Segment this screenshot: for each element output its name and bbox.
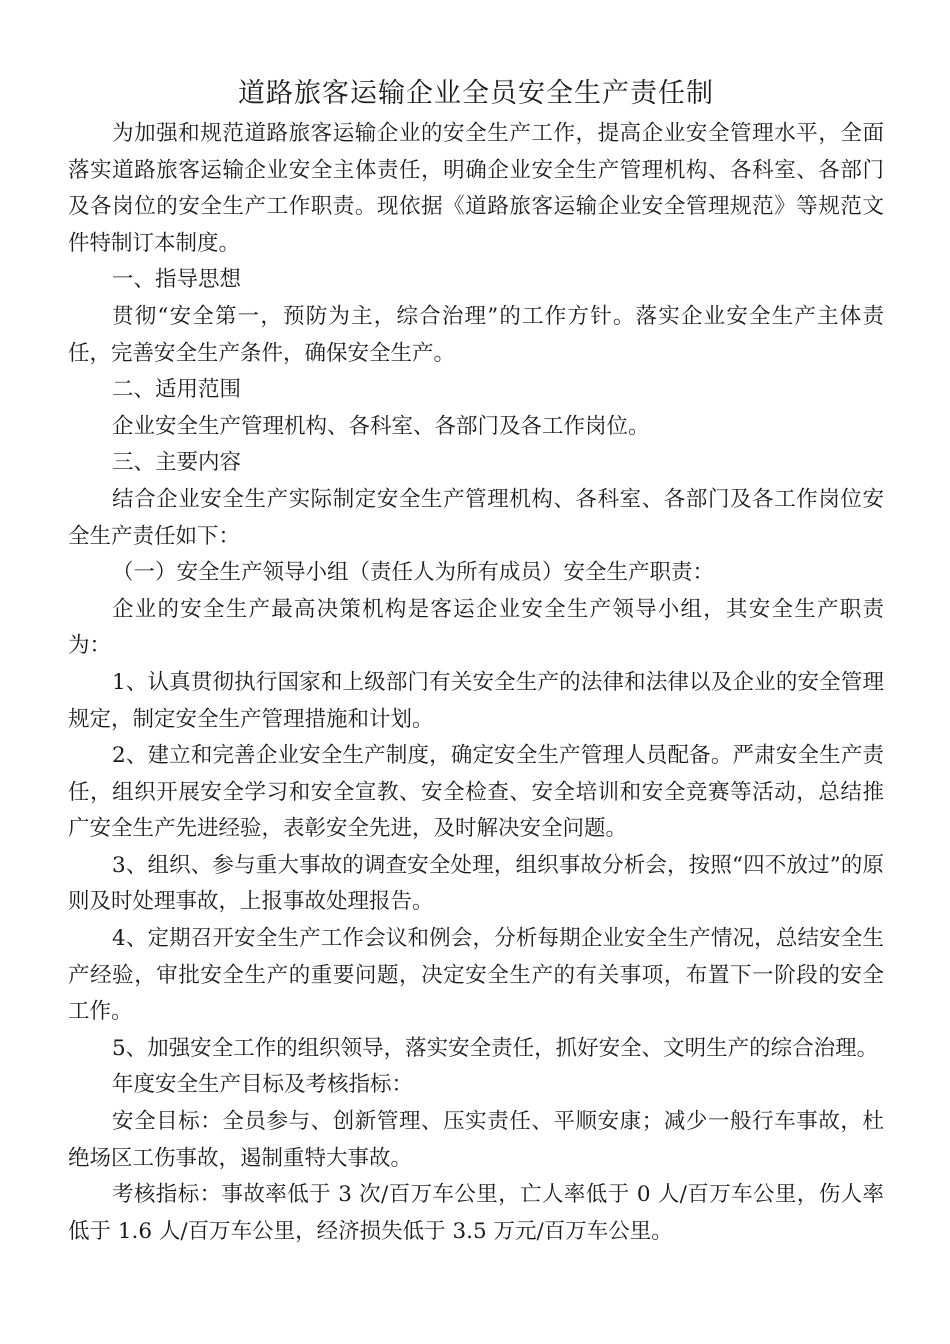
duty-item-5: 5、加强安全工作的组织领导，落实安全责任，抓好安全、文明生产的综合治理。 <box>112 1035 879 1061</box>
section-heading-guiding-idea: 一、指导思想 <box>112 267 242 293</box>
section-heading-scope: 二、适用范围 <box>112 377 242 403</box>
annual-targets-heading: 年度安全生产目标及考核指标： <box>112 1072 414 1098</box>
subsection-heading-leadership-group: （一）安全生产领导小组（责任人为所有成员）安全生产职责： <box>112 560 715 586</box>
scope-paragraph: 企业安全生产管理机构、各科室、各部门及各工作岗位。 <box>112 413 650 439</box>
duty-item-1: 1、认真贯彻执行国家和上级部门有关安全生产的法律和法律以及企业的安全管理规定，制定安全生产管理措施和计划。 <box>68 669 884 732</box>
document-title: 道路旅客运输企业全员安全生产责任制 <box>238 78 714 109</box>
duty-item-3: 3、组织、参与重大事故的调查安全处理，组织事故分析会，按照“四不放过”的原则及时处理事故，上报事故处理报告。 <box>68 852 884 915</box>
main-content-paragraph: 结合企业安全生产实际制定安全生产管理机构、各科室、各部门及各工作岗位安全生产责任如下： <box>68 486 884 549</box>
guiding-idea-paragraph: 贯彻“安全第一，预防为主，综合治理”的工作方针。落实企业安全生产主体责任，完善安全生产条件，确保安全生产。 <box>68 303 884 366</box>
safety-goal-paragraph: 安全目标：全员参与、创新管理、压实责任、平顺安康；减少一般行车事故，杜绝场区工伤事故，遏制重特大事故。 <box>68 1109 884 1171</box>
leadership-group-paragraph: 企业的安全生产最高决策机构是客运企业安全生产领导小组，其安全生产职责为： <box>68 596 884 659</box>
section-heading-main-content: 三、主要内容 <box>112 450 242 476</box>
duty-item-4: 4、定期召开安全生产工作会议和例会，分析每期企业安全生产情况，总结安全生产经验，审批安全生产的重要问题，决定安全生产的有关事项，布置下一阶段的安全工作。 <box>68 926 884 1025</box>
intro-paragraph: 为加强和规范道路旅客运输企业的安全生产工作，提高企业安全管理水平，全面落实道路旅客运输企业安全主体责任，明确企业安全生产管理机构、各科室、各部门及各岗位的安全生产工作职责。现依据《道路旅客运输企业安全管理规范》等规范文件特制订本制度。 <box>68 121 884 256</box>
document-page <box>68 72 884 1250</box>
assessment-indicators-paragraph: 考核指标：事故率低于 3 次/百万车公里，亡人率低于 0 人/百万车公里，伤人率低于 1.6 人/百万车公里，经济损失低于 3.5 万元/百万车公里。 <box>68 1182 884 1244</box>
duty-item-2: 2、建立和完善企业安全生产制度，确定安全生产管理人员配备。严肃安全生产责任，组织开展安全学习和安全宣教、安全检查、安全培训和安全竞赛等活动，总结推广安全生产先进经验，表彰安全先进，及时解决安全问题。 <box>68 743 884 842</box>
